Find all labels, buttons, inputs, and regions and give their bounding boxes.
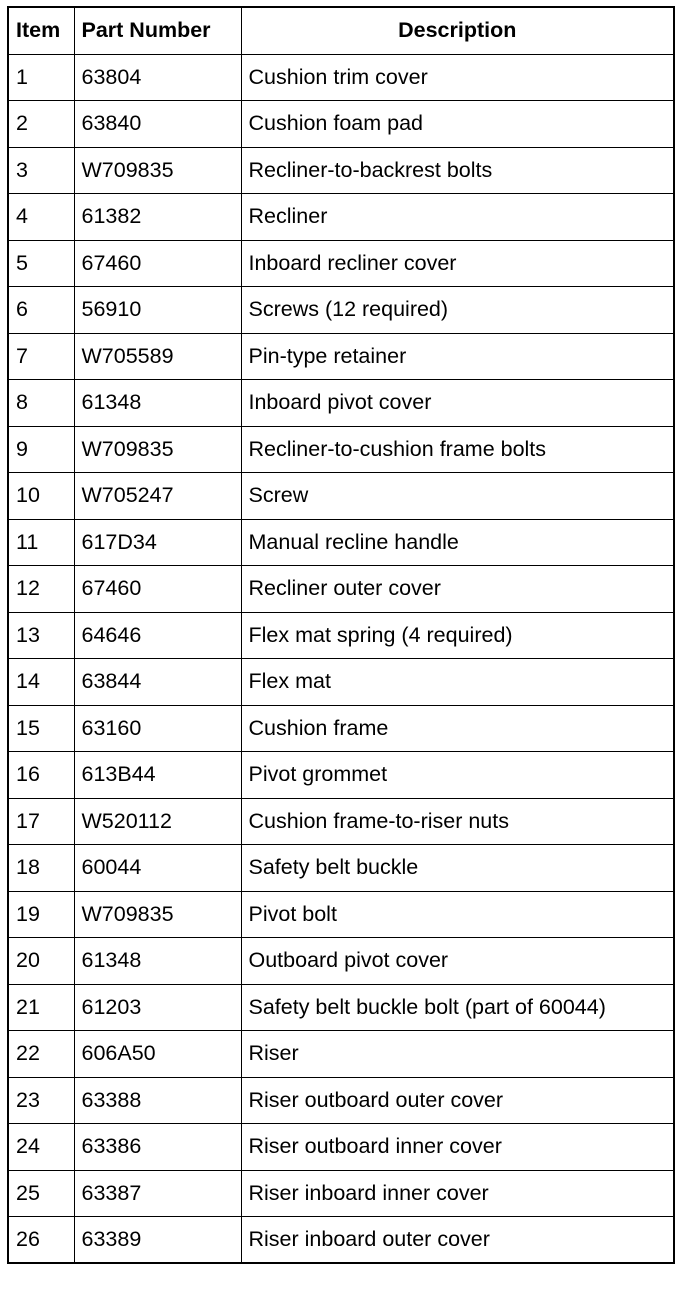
table-row <box>8 426 674 473</box>
part-number-cell: 61382 <box>74 194 241 241</box>
parts-table <box>7 6 675 1264</box>
table-row <box>8 659 674 706</box>
item-cell: 19 <box>8 891 74 938</box>
part-number-cell: 63160 <box>74 705 241 752</box>
description-cell: Riser inboard outer cover <box>241 1217 674 1264</box>
description-cell: Cushion frame-to-riser nuts <box>241 798 674 845</box>
table-row <box>8 194 674 241</box>
description-cell: Riser inboard inner cover <box>241 1170 674 1217</box>
part-number-cell: 63844 <box>74 659 241 706</box>
item-cell: 9 <box>8 426 74 473</box>
table-row <box>8 473 674 520</box>
part-number-cell: W705247 <box>74 473 241 520</box>
header-item: Item <box>8 7 74 54</box>
part-number-cell: 56910 <box>74 287 241 334</box>
description-cell: Outboard pivot cover <box>241 938 674 985</box>
description-cell: Cushion trim cover <box>241 54 674 101</box>
part-number-cell: W709835 <box>74 426 241 473</box>
item-cell: 7 <box>8 333 74 380</box>
description-cell: Recliner outer cover <box>241 566 674 613</box>
table-row <box>8 519 674 566</box>
description-cell: Recliner-to-cushion frame bolts <box>241 426 674 473</box>
header-part-number: Part Number <box>74 7 241 54</box>
part-number-cell: 61348 <box>74 380 241 427</box>
table-row <box>8 101 674 148</box>
description-cell: Cushion frame <box>241 705 674 752</box>
description-cell: Inboard recliner cover <box>241 240 674 287</box>
description-cell: Cushion foam pad <box>241 101 674 148</box>
part-number-cell: 60044 <box>74 845 241 892</box>
table-row <box>8 566 674 613</box>
part-number-cell: 67460 <box>74 566 241 613</box>
part-number-cell: 61203 <box>74 984 241 1031</box>
item-cell: 1 <box>8 54 74 101</box>
part-number-cell: W709835 <box>74 891 241 938</box>
table-header <box>8 7 674 54</box>
item-cell: 13 <box>8 612 74 659</box>
description-cell: Manual recline handle <box>241 519 674 566</box>
item-cell: 8 <box>8 380 74 427</box>
description-cell: Riser <box>241 1031 674 1078</box>
table-row <box>8 705 674 752</box>
description-cell: Recliner-to-backrest bolts <box>241 147 674 194</box>
part-number-cell: 63386 <box>74 1124 241 1171</box>
table-row <box>8 938 674 985</box>
table-row <box>8 1124 674 1171</box>
item-cell: 4 <box>8 194 74 241</box>
item-cell: 14 <box>8 659 74 706</box>
table-row <box>8 1170 674 1217</box>
item-cell: 15 <box>8 705 74 752</box>
part-number-cell: 606A50 <box>74 1031 241 1078</box>
item-cell: 3 <box>8 147 74 194</box>
table-row <box>8 287 674 334</box>
part-number-cell: W709835 <box>74 147 241 194</box>
item-cell: 16 <box>8 752 74 799</box>
item-cell: 12 <box>8 566 74 613</box>
item-cell: 11 <box>8 519 74 566</box>
table-row <box>8 147 674 194</box>
item-cell: 17 <box>8 798 74 845</box>
item-cell: 24 <box>8 1124 74 1171</box>
description-cell: Flex mat <box>241 659 674 706</box>
table-row <box>8 1031 674 1078</box>
table-row <box>8 1217 674 1264</box>
description-cell: Recliner <box>241 194 674 241</box>
table-body <box>8 54 674 1263</box>
table-row <box>8 1077 674 1124</box>
item-cell: 18 <box>8 845 74 892</box>
table-row <box>8 240 674 287</box>
description-cell: Flex mat spring (4 required) <box>241 612 674 659</box>
description-cell: Screws (12 required) <box>241 287 674 334</box>
part-number-cell: 61348 <box>74 938 241 985</box>
part-number-cell: W705589 <box>74 333 241 380</box>
part-number-cell: W520112 <box>74 798 241 845</box>
header-row <box>8 7 674 54</box>
item-cell: 22 <box>8 1031 74 1078</box>
description-cell: Riser outboard inner cover <box>241 1124 674 1171</box>
part-number-cell: 63389 <box>74 1217 241 1264</box>
item-cell: 23 <box>8 1077 74 1124</box>
part-number-cell: 63387 <box>74 1170 241 1217</box>
header-description: Description <box>241 7 674 54</box>
description-cell: Screw <box>241 473 674 520</box>
description-cell: Safety belt buckle bolt (part of 60044) <box>241 984 674 1031</box>
part-number-cell: 67460 <box>74 240 241 287</box>
item-cell: 21 <box>8 984 74 1031</box>
item-cell: 20 <box>8 938 74 985</box>
item-cell: 6 <box>8 287 74 334</box>
table-row <box>8 984 674 1031</box>
description-cell: Pivot grommet <box>241 752 674 799</box>
item-cell: 26 <box>8 1217 74 1264</box>
table-row <box>8 54 674 101</box>
item-cell: 2 <box>8 101 74 148</box>
description-cell: Safety belt buckle <box>241 845 674 892</box>
table-row <box>8 891 674 938</box>
description-cell: Inboard pivot cover <box>241 380 674 427</box>
table-row <box>8 798 674 845</box>
description-cell: Pivot bolt <box>241 891 674 938</box>
table-row <box>8 612 674 659</box>
table-row <box>8 845 674 892</box>
table-row <box>8 380 674 427</box>
part-number-cell: 617D34 <box>74 519 241 566</box>
part-number-cell: 63804 <box>74 54 241 101</box>
part-number-cell: 63388 <box>74 1077 241 1124</box>
item-cell: 25 <box>8 1170 74 1217</box>
part-number-cell: 63840 <box>74 101 241 148</box>
part-number-cell: 64646 <box>74 612 241 659</box>
table-row <box>8 333 674 380</box>
description-cell: Pin-type retainer <box>241 333 674 380</box>
item-cell: 10 <box>8 473 74 520</box>
description-cell: Riser outboard outer cover <box>241 1077 674 1124</box>
table-row <box>8 752 674 799</box>
item-cell: 5 <box>8 240 74 287</box>
part-number-cell: 613B44 <box>74 752 241 799</box>
